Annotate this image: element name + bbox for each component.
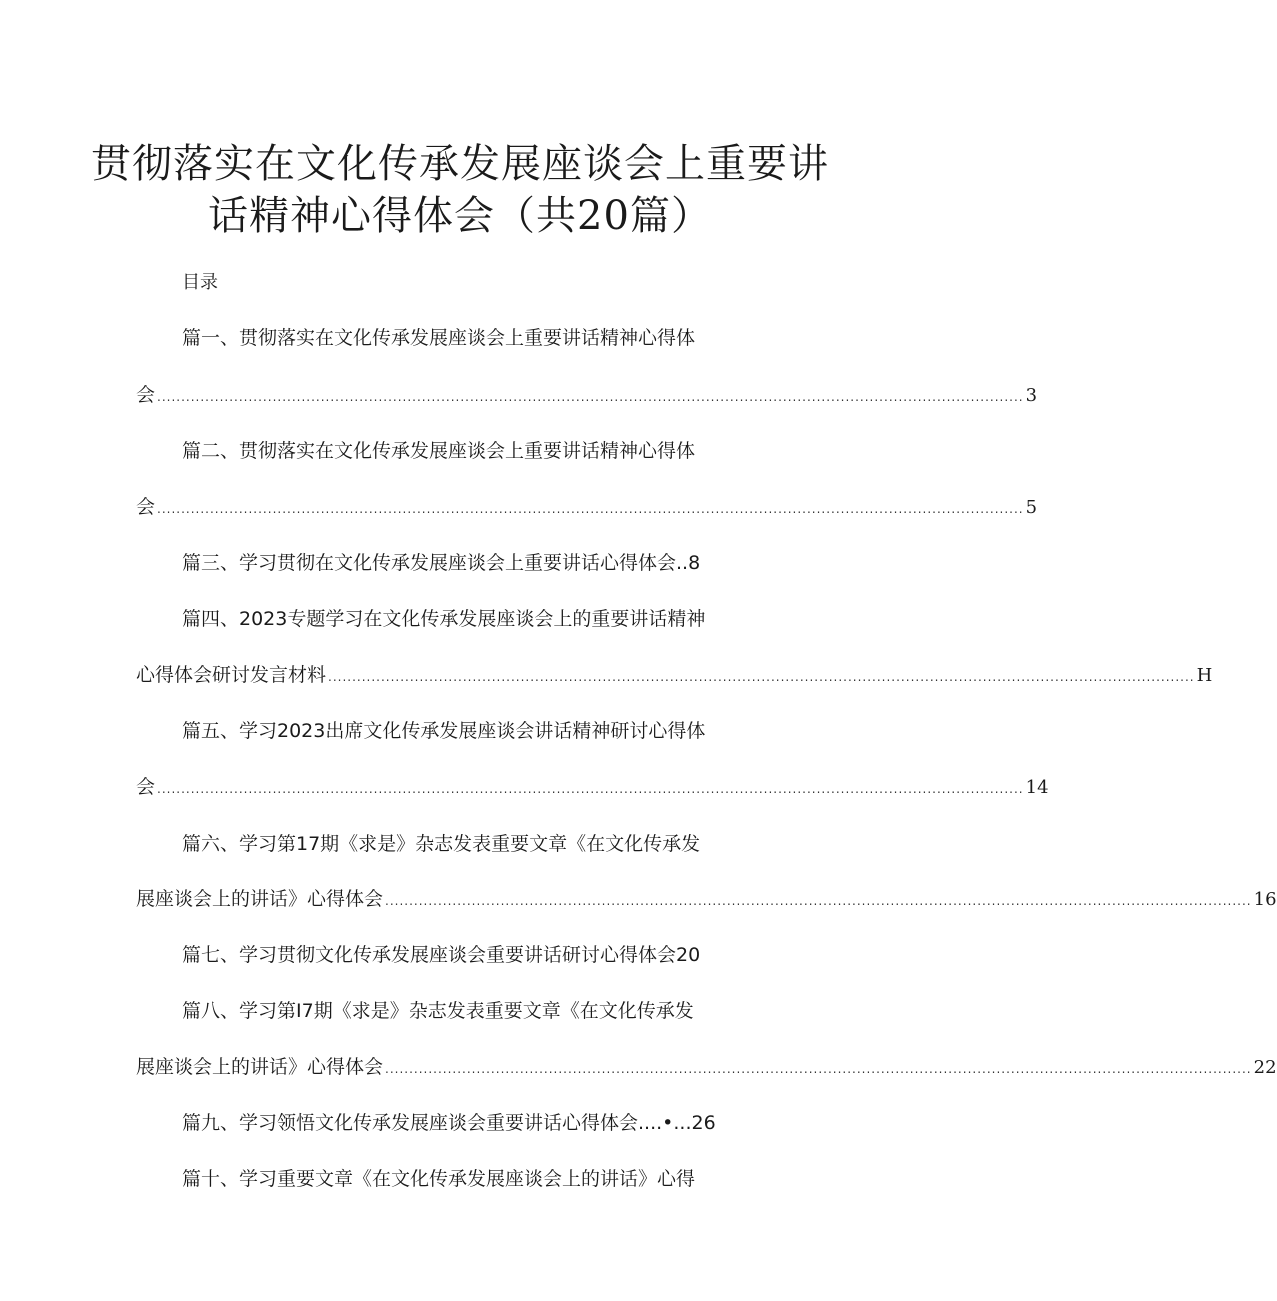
leader-dots: .................................................................................................................................................................................... — [385, 1062, 1252, 1076]
leader-dots: .................................................................................................................................................................................... — [385, 894, 1252, 908]
toc-entry-1-page: 3 — [1025, 385, 1038, 406]
toc-entry-7: 篇七、学习贯彻文化传承发展座谈会重要讲话研讨心得体会20 — [182, 944, 701, 966]
toc-entry-1-cont — [136, 380, 1038, 410]
toc-entry-8-cont — [136, 1052, 1277, 1082]
toc-entry-8-cont-text: 展座谈会上的讲话》心得体会 — [136, 1056, 384, 1078]
toc-entry-3: 篇三、学习贯彻在文化传承发展座谈会上重要讲话心得体会..8 — [182, 552, 701, 574]
toc-entry-6-cont — [136, 884, 1277, 914]
toc-entry-1: 篇一、贯彻落实在文化传承发展座谈会上重要讲话精神心得体 — [182, 327, 696, 349]
leader-dots: .................................................................................................................................................................................... — [157, 502, 1024, 516]
toc-entry-4: 篇四、2023专题学习在文化传承发展座谈会上的重要讲话精神 — [182, 608, 706, 630]
toc-entry-8-page: 22 — [1253, 1057, 1277, 1078]
toc-entry-8: 篇八、学习第I7期《求是》杂志发表重要文章《在文化传承发 — [182, 1000, 694, 1022]
toc-entry-2-cont-text: 会 — [136, 496, 156, 518]
toc-entry-10: 篇十、学习重要文章《在文化传承发展座谈会上的讲话》心得 — [182, 1168, 696, 1190]
toc-entry-9: 篇九、学习领悟文化传承发展座谈会重要讲话心得体会....•...26 — [182, 1112, 716, 1134]
toc-entry-6-page: 16 — [1253, 889, 1277, 910]
toc-entry-4-cont — [136, 660, 1213, 690]
leader-dots: .................................................................................................................................................................................... — [328, 670, 1195, 684]
document-title-line1: 贯彻落实在文化传承发展座谈会上重要讲 — [91, 141, 829, 187]
toc-entry-2: 篇二、贯彻落实在文化传承发展座谈会上重要讲话精神心得体 — [182, 440, 696, 462]
toc-entry-2-page: 5 — [1025, 497, 1038, 518]
toc-entry-5: 篇五、学习2023出席文化传承发展座谈会讲话精神研讨心得体 — [182, 720, 706, 742]
toc-entry-5-cont — [136, 772, 1049, 802]
leader-dots: .................................................................................................................................................................................... — [157, 782, 1024, 796]
toc-entry-5-cont-text: 会 — [136, 776, 156, 798]
toc-entry-2-cont — [136, 492, 1038, 522]
toc-heading: 目录 — [182, 272, 218, 293]
toc-entry-5-page: 14 — [1025, 777, 1049, 798]
document-title-line2: 话精神心得体会（共20篇） — [208, 193, 712, 239]
toc-entry-1-cont-text: 会 — [136, 384, 156, 406]
toc-entry-6-cont-text: 展座谈会上的讲话》心得体会 — [136, 888, 384, 910]
toc-entry-6: 篇六、学习第17期《求是》杂志发表重要文章《在文化传承发 — [182, 833, 701, 855]
toc-entry-4-page: H — [1196, 665, 1213, 686]
toc-entry-4-cont-text: 心得体会研讨发言材料 — [136, 664, 327, 686]
leader-dots: .................................................................................................................................................................................... — [157, 390, 1024, 404]
